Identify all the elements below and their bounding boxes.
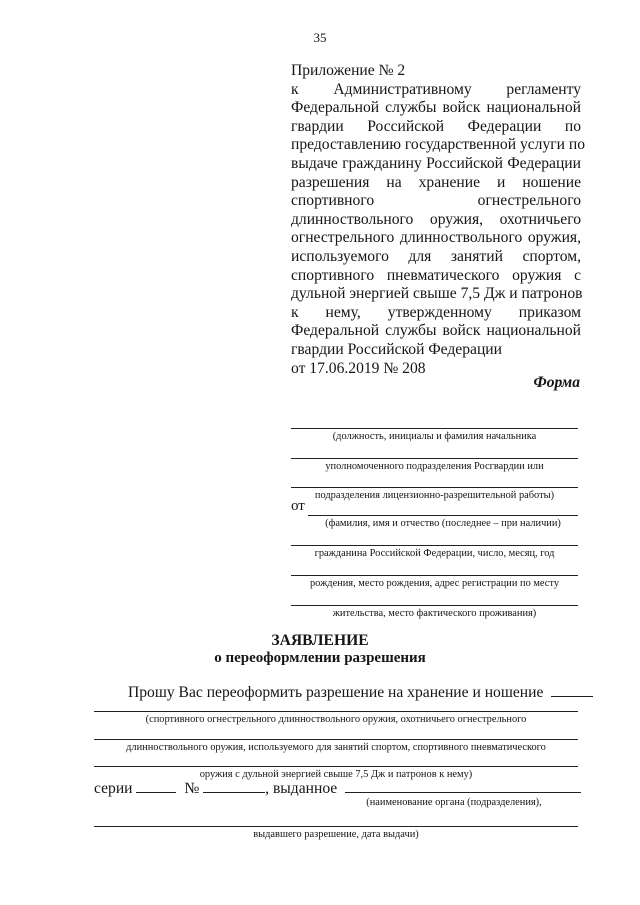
addressee-caption: подразделения лицензионно-разрешительной работы): [314, 490, 555, 501]
request-sentence: Прошу Вас переоформить разрешение на хранение и ношение: [128, 684, 544, 701]
appendix-line: огнестрельного длинноствольного оружия,: [291, 229, 581, 247]
from-label: от: [291, 498, 305, 514]
issued-label: , выданное: [265, 780, 338, 797]
number-field[interactable]: [203, 780, 265, 793]
applicant-caption: гражданина Российской Федерации, число, месяц, год: [314, 548, 555, 559]
document-subtitle: о переоформлении разрешения: [214, 650, 426, 666]
weapon-line-2[interactable]: [94, 739, 578, 740]
issuer-caption: выдавшего разрешение, дата выдачи): [253, 829, 419, 840]
series-label: серии: [94, 780, 133, 797]
applicant-caption: жительства, место фактического проживания): [332, 608, 537, 619]
appendix-line: Федеральной службы войск национальной: [291, 322, 581, 340]
appendix-line: спортивного пневматического оружия с: [291, 266, 581, 284]
appendix-line: используемого для занятий спортом,: [291, 247, 581, 265]
series-field[interactable]: [136, 780, 176, 793]
addressee-line-3[interactable]: [291, 487, 578, 488]
weapon-caption: длинноствольного оружия, используемого для занятий спортом, спортивного пневматического: [126, 742, 546, 753]
addressee-line-1[interactable]: [291, 428, 578, 429]
appendix-line: Федеральной службы войск национальной: [291, 99, 581, 117]
addressee-line-2[interactable]: [291, 458, 578, 459]
appendix-line: гвардии Российской Федерации по: [291, 117, 581, 135]
appendix-line: гвардии Российской Федерации: [291, 340, 502, 358]
issuer-field[interactable]: [345, 780, 581, 793]
issuer-line-2[interactable]: [94, 826, 578, 827]
weapon-caption: оружия с дульной энергией свыше 7,5 Дж и патронов к нему): [199, 769, 473, 780]
addressee-caption: уполномоченного подразделения Росгвардии или: [325, 461, 544, 472]
number-label: №: [184, 780, 200, 797]
appendix-line: Приложение № 2: [291, 62, 406, 79]
weapon-line-1[interactable]: [94, 711, 578, 712]
appendix-line: длинноствольного оружия, охотничьего: [291, 210, 581, 228]
appendix-line: дульной энергией свыше 7,5 Дж и патронов: [291, 285, 583, 303]
request-text: [128, 684, 593, 702]
appendix-line: выдаче гражданину Российской Федерации: [291, 154, 581, 172]
applicant-line-2[interactable]: [291, 545, 578, 546]
appendix-header: [291, 62, 586, 378]
weapon-line-3[interactable]: [94, 766, 578, 767]
appendix-line: к нему, утвержденному приказом: [291, 303, 581, 321]
appendix-line: разрешения на хранение и ношение: [291, 173, 581, 191]
applicant-caption: (фамилия, имя и отчество (последнее – при наличии): [325, 518, 561, 529]
document-title: ЗАЯВЛЕНИЕ: [271, 632, 369, 649]
appendix-line: предоставлению государственной услуги по: [291, 136, 586, 154]
applicant-caption: рождения, место рождения, адрес регистрации по месту: [309, 578, 560, 589]
request-blank[interactable]: [551, 684, 593, 697]
applicant-name-line[interactable]: [308, 515, 578, 516]
appendix-line: от 17.06.2019 № 208: [291, 359, 426, 377]
weapon-caption: (спортивного огнестрельного длинноствольного оружия, охотничьего огнестрельного: [145, 714, 527, 725]
applicant-line-3[interactable]: [291, 575, 578, 576]
form-label: Форма: [533, 374, 580, 391]
appendix-line: к Административному регламенту: [291, 80, 581, 98]
addressee-caption: (должность, инициалы и фамилия начальника: [332, 431, 537, 442]
appendix-line: спортивного огнестрельного: [291, 192, 581, 210]
page-number: 35: [313, 30, 327, 45]
issuer-caption: (наименование органа (подразделения),: [366, 797, 542, 808]
applicant-line-4[interactable]: [291, 605, 578, 606]
issue-row: [94, 780, 581, 798]
